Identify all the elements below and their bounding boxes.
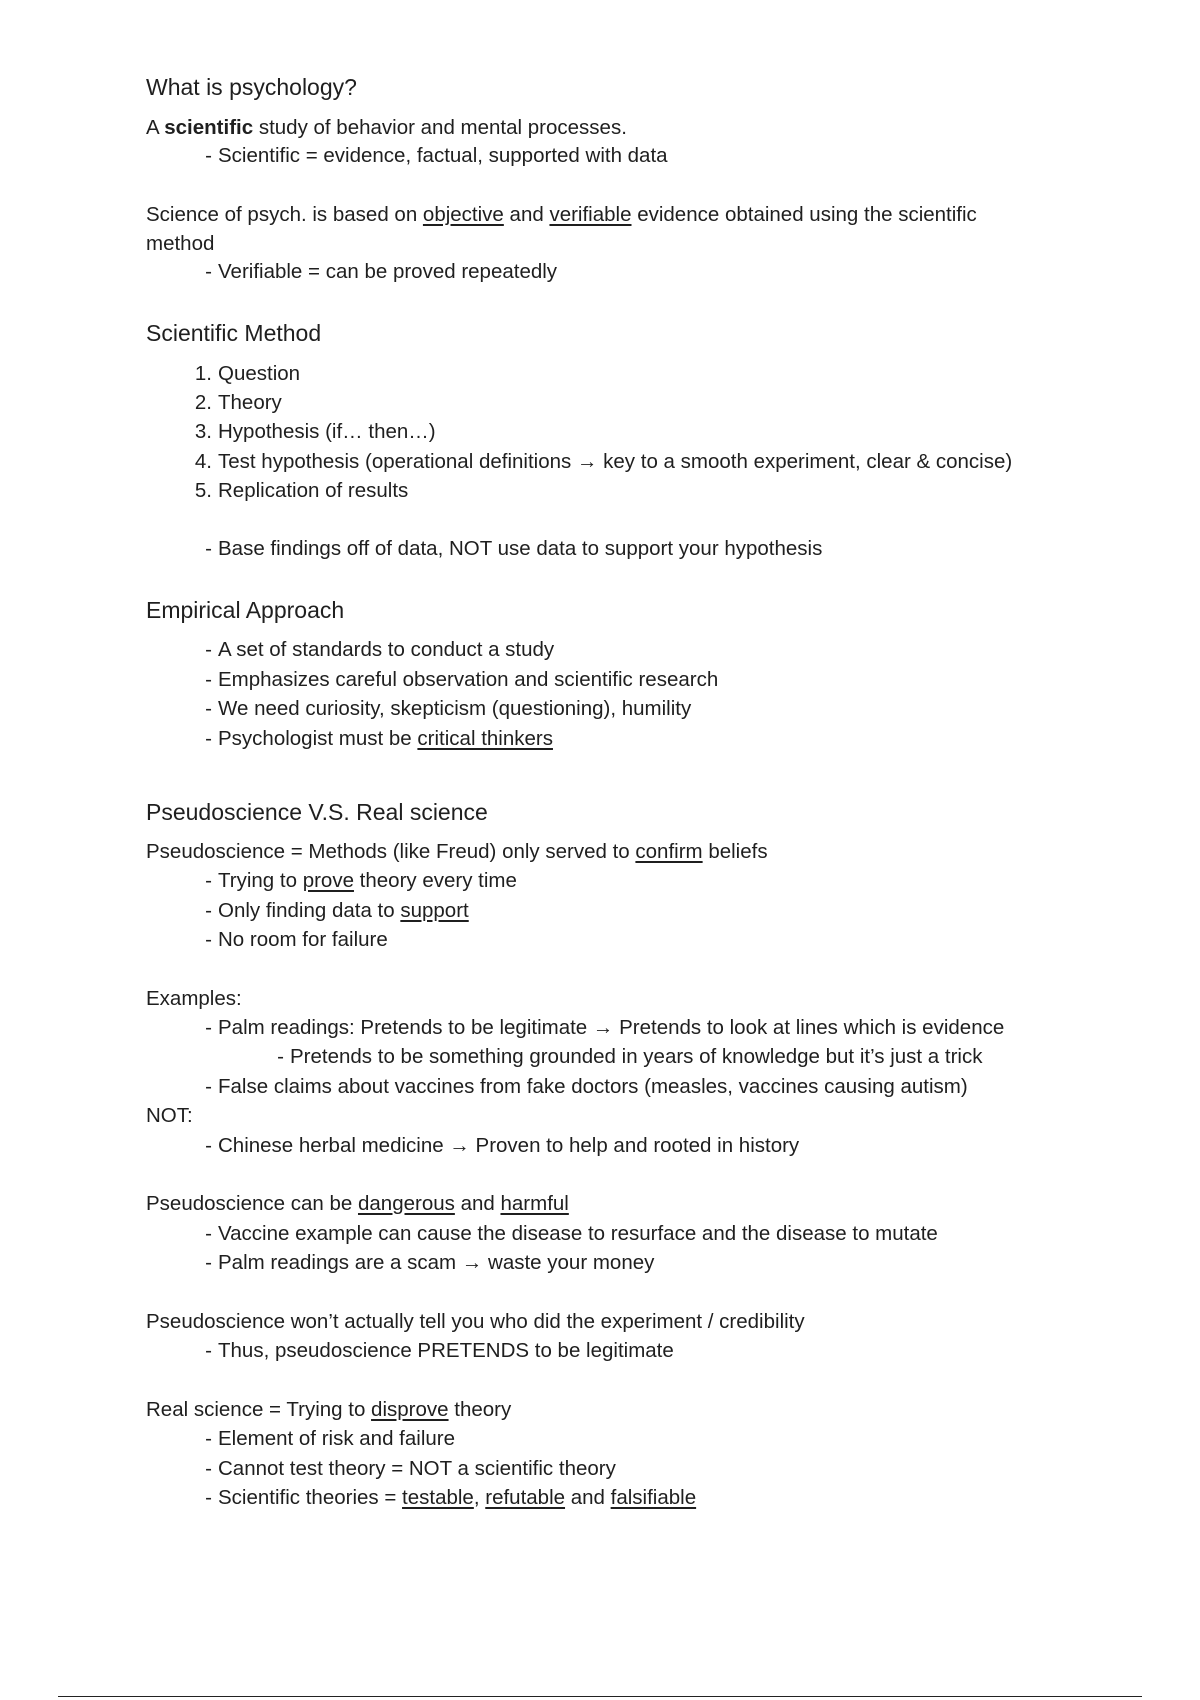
list-item: - Vaccine example can cause the disease to resurface and the disease to mutate: [205, 1222, 938, 1245]
pseudoscience-danger: Pseudoscience can be dangerous and harmful: [146, 1192, 569, 1215]
list-item: - Palm readings: Pretends to be legitimate → Pretends to look at lines which is evidence: [205, 1016, 1005, 1039]
sub-list-item: - Pretends to be something grounded in years of knowledge but it’s just a trick: [277, 1045, 983, 1068]
list-item: - Psychologist must be critical thinkers: [205, 727, 553, 750]
numbered-step: 3. Hypothesis (if… then…): [194, 420, 436, 443]
paragraph-continuation: method: [146, 232, 215, 255]
examples-label: Examples:: [146, 987, 242, 1010]
numbered-step: 1. Question: [194, 362, 301, 385]
list-item: - Element of risk and failure: [205, 1427, 456, 1450]
pseudoscience-credibility: Pseudoscience won’t actually tell you who did the experiment / credibility: [146, 1310, 805, 1333]
heading-what-is-psychology: What is psychology?: [146, 74, 357, 100]
real-science-definition: Real science = Trying to disprove theory: [146, 1398, 512, 1421]
list-item: - Chinese herbal medicine → Proven to help and rooted in history: [205, 1134, 800, 1157]
list-item: - Cannot test theory = NOT a scientific theory: [205, 1457, 616, 1480]
list-item: - Thus, pseudoscience PRETENDS to be legitimate: [205, 1339, 674, 1362]
list-item: - Scientific theories = testable, refutable and falsifiable: [205, 1486, 697, 1509]
heading-pseudoscience: Pseudoscience V.S. Real science: [146, 799, 488, 825]
list-item: - A set of standards to conduct a study: [205, 638, 555, 661]
list-item: - Palm readings are a scam → waste your money: [205, 1251, 655, 1274]
list-item: - Base findings off of data, NOT use data to support your hypothesis: [205, 537, 823, 560]
list-item: - Emphasizes careful observation and scientific research: [205, 668, 719, 691]
list-item: - Trying to prove theory every time: [205, 869, 517, 892]
list-item: - Verifiable = can be proved repeatedly: [205, 260, 558, 283]
list-item: - Scientific = evidence, factual, supported with data: [205, 144, 668, 167]
list-item: - Only finding data to support: [205, 899, 469, 922]
list-item: - False claims about vaccines from fake doctors (measles, vaccines causing autism): [205, 1075, 968, 1098]
list-item: - We need curiosity, skepticism (questioning), humility: [205, 697, 692, 720]
numbered-step: 4. Test hypothesis (operational definitions → key to a smooth experiment, clear & concise): [194, 450, 1013, 473]
numbered-step: 5. Replication of results: [194, 479, 409, 502]
heading-scientific-method: Scientific Method: [146, 320, 322, 346]
numbered-step: 2. Theory: [194, 391, 282, 414]
not-label: NOT:: [146, 1104, 193, 1127]
list-item: - No room for failure: [205, 928, 388, 951]
paragraph-objective-verifiable: Science of psych. is based on objective and verifiable evidence obtained using the scientific: [146, 203, 977, 226]
definition-line: A scientific study of behavior and mental processes.: [146, 116, 627, 139]
page-bottom-rule: [58, 1696, 1142, 1697]
pseudoscience-definition: Pseudoscience = Methods (like Freud) only served to confirm beliefs: [146, 840, 768, 863]
heading-empirical-approach: Empirical Approach: [146, 597, 345, 623]
